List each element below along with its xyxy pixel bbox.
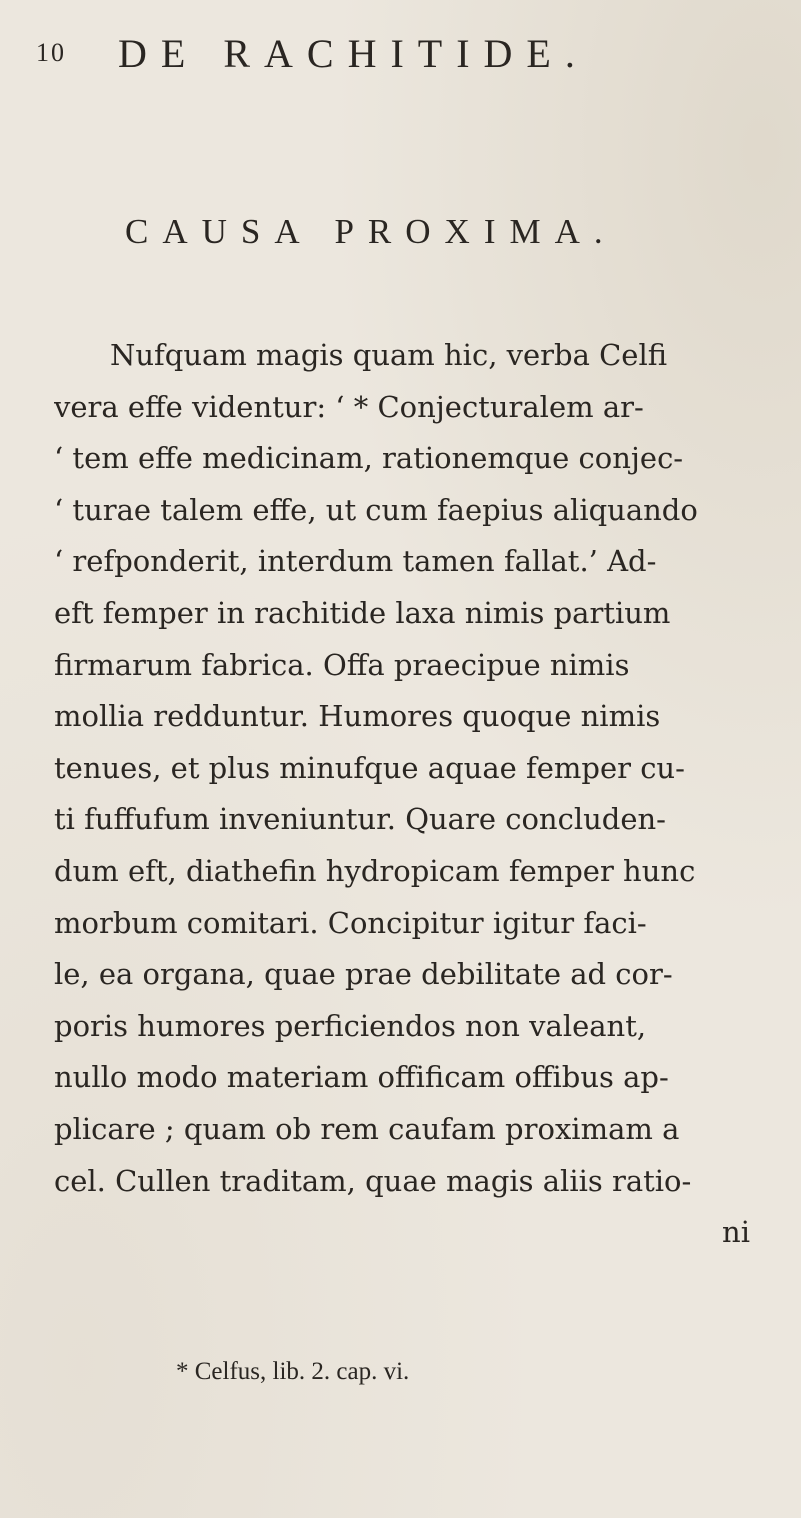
- text-line: plicare ; quam ob rem caufam proximam a: [54, 1111, 680, 1146]
- footnote: * Celfus, lib. 2. cap. vi.: [176, 1358, 410, 1385]
- text-line: morbum comitari. Concipitur igitur faci-: [54, 905, 647, 940]
- text-line: ‘ tem effe medicinam, rationemque conjec-: [54, 441, 684, 476]
- page-number: 10: [36, 38, 66, 67]
- text-line: vera effe videntur: ‘ * Conjecturalem ar-: [54, 389, 644, 424]
- body-text: [54, 330, 794, 1259]
- text-line: eft femper in rachitide laxa nimis partium: [54, 595, 671, 630]
- text-line: tenues, et plus minufque aquae femper cu-: [54, 750, 685, 785]
- running-head: DE RACHITIDE.: [118, 31, 589, 76]
- text-line: mollia redduntur. Humores quoque nimis: [54, 699, 661, 734]
- text-line: Nufquam magis quam hic, verba Celfi: [110, 338, 668, 372]
- section-title: CAUSA PROXIMA.: [125, 212, 617, 251]
- text-line: poris humores perficiendos non valeant,: [54, 1008, 647, 1043]
- text-line: firmarum fabrica. Offa praecipue nimis: [54, 647, 630, 682]
- catchword: ni: [722, 1215, 750, 1250]
- text-line: dum eft, diathefin hydropicam femper hunc: [54, 853, 696, 888]
- text-line: cel. Cullen traditam, quae magis aliis ratio-: [54, 1163, 692, 1198]
- text-line: ‘ turae talem effe, ut cum faepius aliquando: [54, 492, 698, 527]
- text-line: ‘ refponderit, interdum tamen fallat.’ Ad-: [54, 544, 657, 579]
- text-line: le, ea organa, quae prae debilitate ad cor-: [54, 957, 673, 992]
- text-line: ti fuffufum inveniuntur. Quare concluden-: [54, 802, 666, 837]
- text-line: nullo modo materiam offificam offibus ap-: [54, 1060, 669, 1095]
